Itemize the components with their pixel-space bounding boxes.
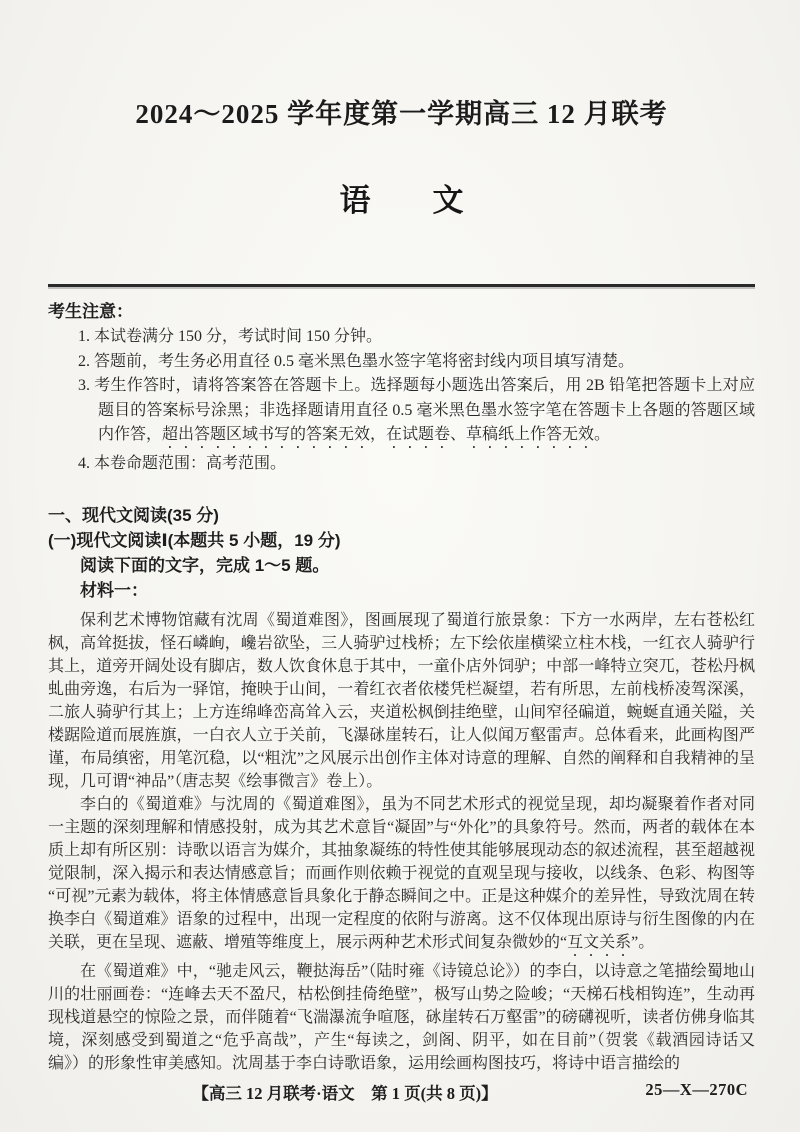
notice-item-4 xyxy=(48,452,755,477)
notice-section xyxy=(48,299,755,477)
material-paragraph-1: 保利艺术博物馆藏有沈周《蜀道难图》，图画展现了蜀道行旅景象：下方一水两岸，左右苍松红枫，高耸挺拔，怪石嶙峋，巉岩欲坠，三人骑驴过栈桥；左下绘依崖横梁立柱木栈，一红衣人骑驴行其上，道旁开阔处设有脚店，数人饮食休息于其中，一童仆店外饲驴；中部一峰特立突兀，苍松丹枫虬曲旁逸，右后为一驿馆，掩映于山间，一着红衣者依楼凭栏凝望，若有所思，左前栈桥凌驾深溪，二旅人骑驴行其上；上方连绵峰峦高耸入云，夹道松枫倒挂绝壁，山间窄径碥道，蜿蜒直通关隘，关楼踞险道而展旌旗，一白衣人立于关前，飞瀑砯崖转石，让人似闻万壑雷声。总体看来，此画构图严谨，布局缜密，用笔沉稳，以“粗沈”之风展示出创作主体对诗意的理解、自然的阐释和自我精神的呈现，几可谓“神品”（唐志契《绘事微言》卷上）。 xyxy=(48,611,755,790)
subject-title: 语 文 xyxy=(339,183,464,218)
notice-item-text: 答题前，考生务必用直径 0.5 毫米黑色墨水签字笔将密封线内项目填写清楚。 xyxy=(94,352,635,370)
section-subheading: (一)现代文阅读Ⅰ(本题共 5 小题，19 分) xyxy=(48,530,341,550)
notice-item-3 xyxy=(48,374,755,452)
page-title: 2024～2025 学年度第一学期高三 12 月联考 xyxy=(135,99,668,129)
notice-item-2 xyxy=(48,350,755,375)
notice-item-emphasized-text: 超出答题区域书写的答案无效，在试题卷、草稿纸上作答无效。 xyxy=(162,426,611,443)
notice-item-text: 考生作答时，请将答案答在答题卡上。选择题每小题选出答案后，用 2B 铅笔把答题卡上对应题目的答案标号涂黑；非选择题请用直径 0.5 毫米黑色墨水签字笔在答题卡上各题的答题区域内作答， xyxy=(94,377,755,443)
reading-section xyxy=(48,503,755,603)
paragraph-emphasized-text: 互文关系 xyxy=(567,933,632,951)
material-label: 材料一： xyxy=(80,580,148,600)
notice-item-1 xyxy=(48,325,755,350)
material-body xyxy=(48,609,755,1075)
paragraph-text: ”。 xyxy=(631,933,655,951)
section-heading: 一、现代文阅读(35 分) xyxy=(48,505,219,525)
material-paragraph-3: 在《蜀道难》中，“驰走风云，鞭挞海岳”（陆时雍《诗镜总论》）的李白，以诗意之笔描绘蜀地山川的壮丽画卷：“连峰去天不盈尺，枯松倒挂倚绝壁”，极写山势之险峻；“天梯石栈相钩连”，生动再现栈道悬空的惊险之景，而伴随着“飞湍瀑流争喧豗，砯崖转石万壑雷”的磅礴视听，读者仿佛身临其境，深刻感受到蜀道之“危乎高哉”，产生“每读之，剑阁、阴平，如在目前”（贺裳《载酒园诗话又编》）的形象性审美感知。沈周基于李白诗歌语象，运用绘画构图技巧，将诗中语言描绘的 xyxy=(48,962,755,1072)
notice-heading: 考生注意： xyxy=(48,302,133,321)
footer-page-label: 【高三 12 月联考·语文 第 1 页(共 8 页)】 xyxy=(192,1084,498,1103)
paragraph-text: 李白的《蜀道难》与沈周的《蜀道难图》，虽为不同艺术形式的视觉呈现，却均凝聚着作者对同一主题的深刻理解和情感投射，成为其艺术意旨“凝固”与“外化”的具象符号。然而，两者的载体在本质上却有所区别：诗歌以语言为媒介，其抽象凝练的特性使其能够展现动态的叙述流程，甚至超越视觉限制，深入揭示和表达情感意旨；而画作则依赖于视觉的直观呈现与接收，以线条、色彩、构图等“可视”元素为载体，将主体情感意旨具象化于静态瞬间之中。正是这种媒介的差异性，导致沈周在转换李白《蜀道难》语象的过程中，出现一定程度的依附与游离。这不仅体现出原诗与衍生图像的内在关联，更在呈现、遮蔽、增殖等维度上，展示两种艺术形式间复杂微妙的“ xyxy=(48,795,755,951)
notice-item-number: 1. xyxy=(78,328,90,345)
footer-paper-code: 25—X—270C xyxy=(645,1080,748,1099)
notice-item-number: 3. xyxy=(78,377,90,394)
page-footer xyxy=(0,1080,800,1104)
notice-item-number: 2. xyxy=(78,352,90,370)
divider-line xyxy=(48,284,755,287)
notice-item-text: 本试卷满分 150 分，考试时间 150 分钟。 xyxy=(94,328,383,345)
material-paragraph-2 xyxy=(48,793,755,960)
notice-item-number: 4. xyxy=(78,455,90,472)
notice-item-text: 本卷命题范围：高考范围。 xyxy=(94,455,287,472)
section-instruction: 阅读下面的文字，完成 1～5 题。 xyxy=(80,555,330,575)
notice-items xyxy=(48,325,755,477)
